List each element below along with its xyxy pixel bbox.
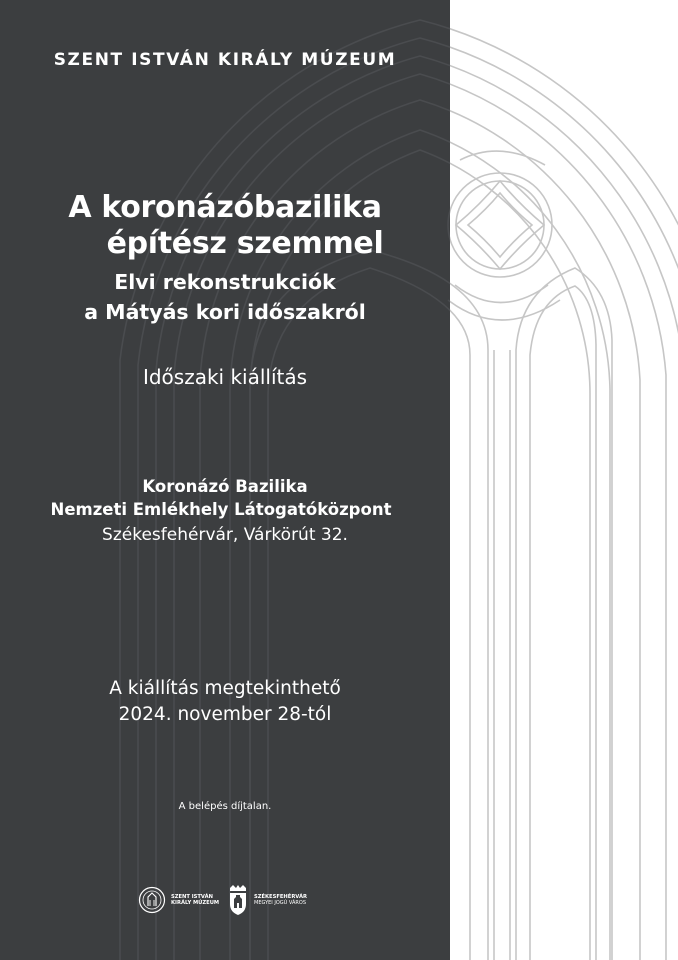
opening-date: 2024. november 28-tól xyxy=(118,704,332,725)
opening-line-1: A kiállítás megtekinthető xyxy=(109,678,341,699)
venue-name: Koronázó Bazilika xyxy=(142,477,308,496)
title-line-2: építész szemmel xyxy=(106,226,384,261)
museum-seal-icon xyxy=(138,886,166,914)
museum-logo-line-1: SZENT ISTVÁN xyxy=(171,894,213,900)
admission-note: A belépés díjtalan. xyxy=(178,801,272,812)
city-logo-line-2: MEGYEI JOGÚ VÁROS xyxy=(254,900,307,906)
museum-logo xyxy=(138,886,219,914)
venue-center: Nemzeti Emlékhely Látogatóközpont xyxy=(50,500,392,519)
museum-logo-line-2: KIRÁLY MÚZEUM xyxy=(171,900,220,906)
exhibition-type: Időszaki kiállítás xyxy=(142,365,308,389)
city-crest-icon xyxy=(227,884,249,916)
city-logo-text xyxy=(254,894,307,906)
subtitle-line-2: a Mátyás kori időszakról xyxy=(84,300,366,324)
city-logo xyxy=(227,884,307,916)
venue-address: Székesfehérvár, Várkörút 32. xyxy=(102,525,348,545)
title-line-1: A koronázóbazilika xyxy=(68,190,382,225)
subtitle-line-1: Elvi rekonstrukciók xyxy=(114,270,336,294)
museum-name: SZENT ISTVÁN KIRÁLY MÚZEUM xyxy=(53,50,397,70)
museum-logo-text xyxy=(171,894,219,906)
city-logo-line-1: SZÉKESFEHÉRVÁR xyxy=(254,894,307,900)
